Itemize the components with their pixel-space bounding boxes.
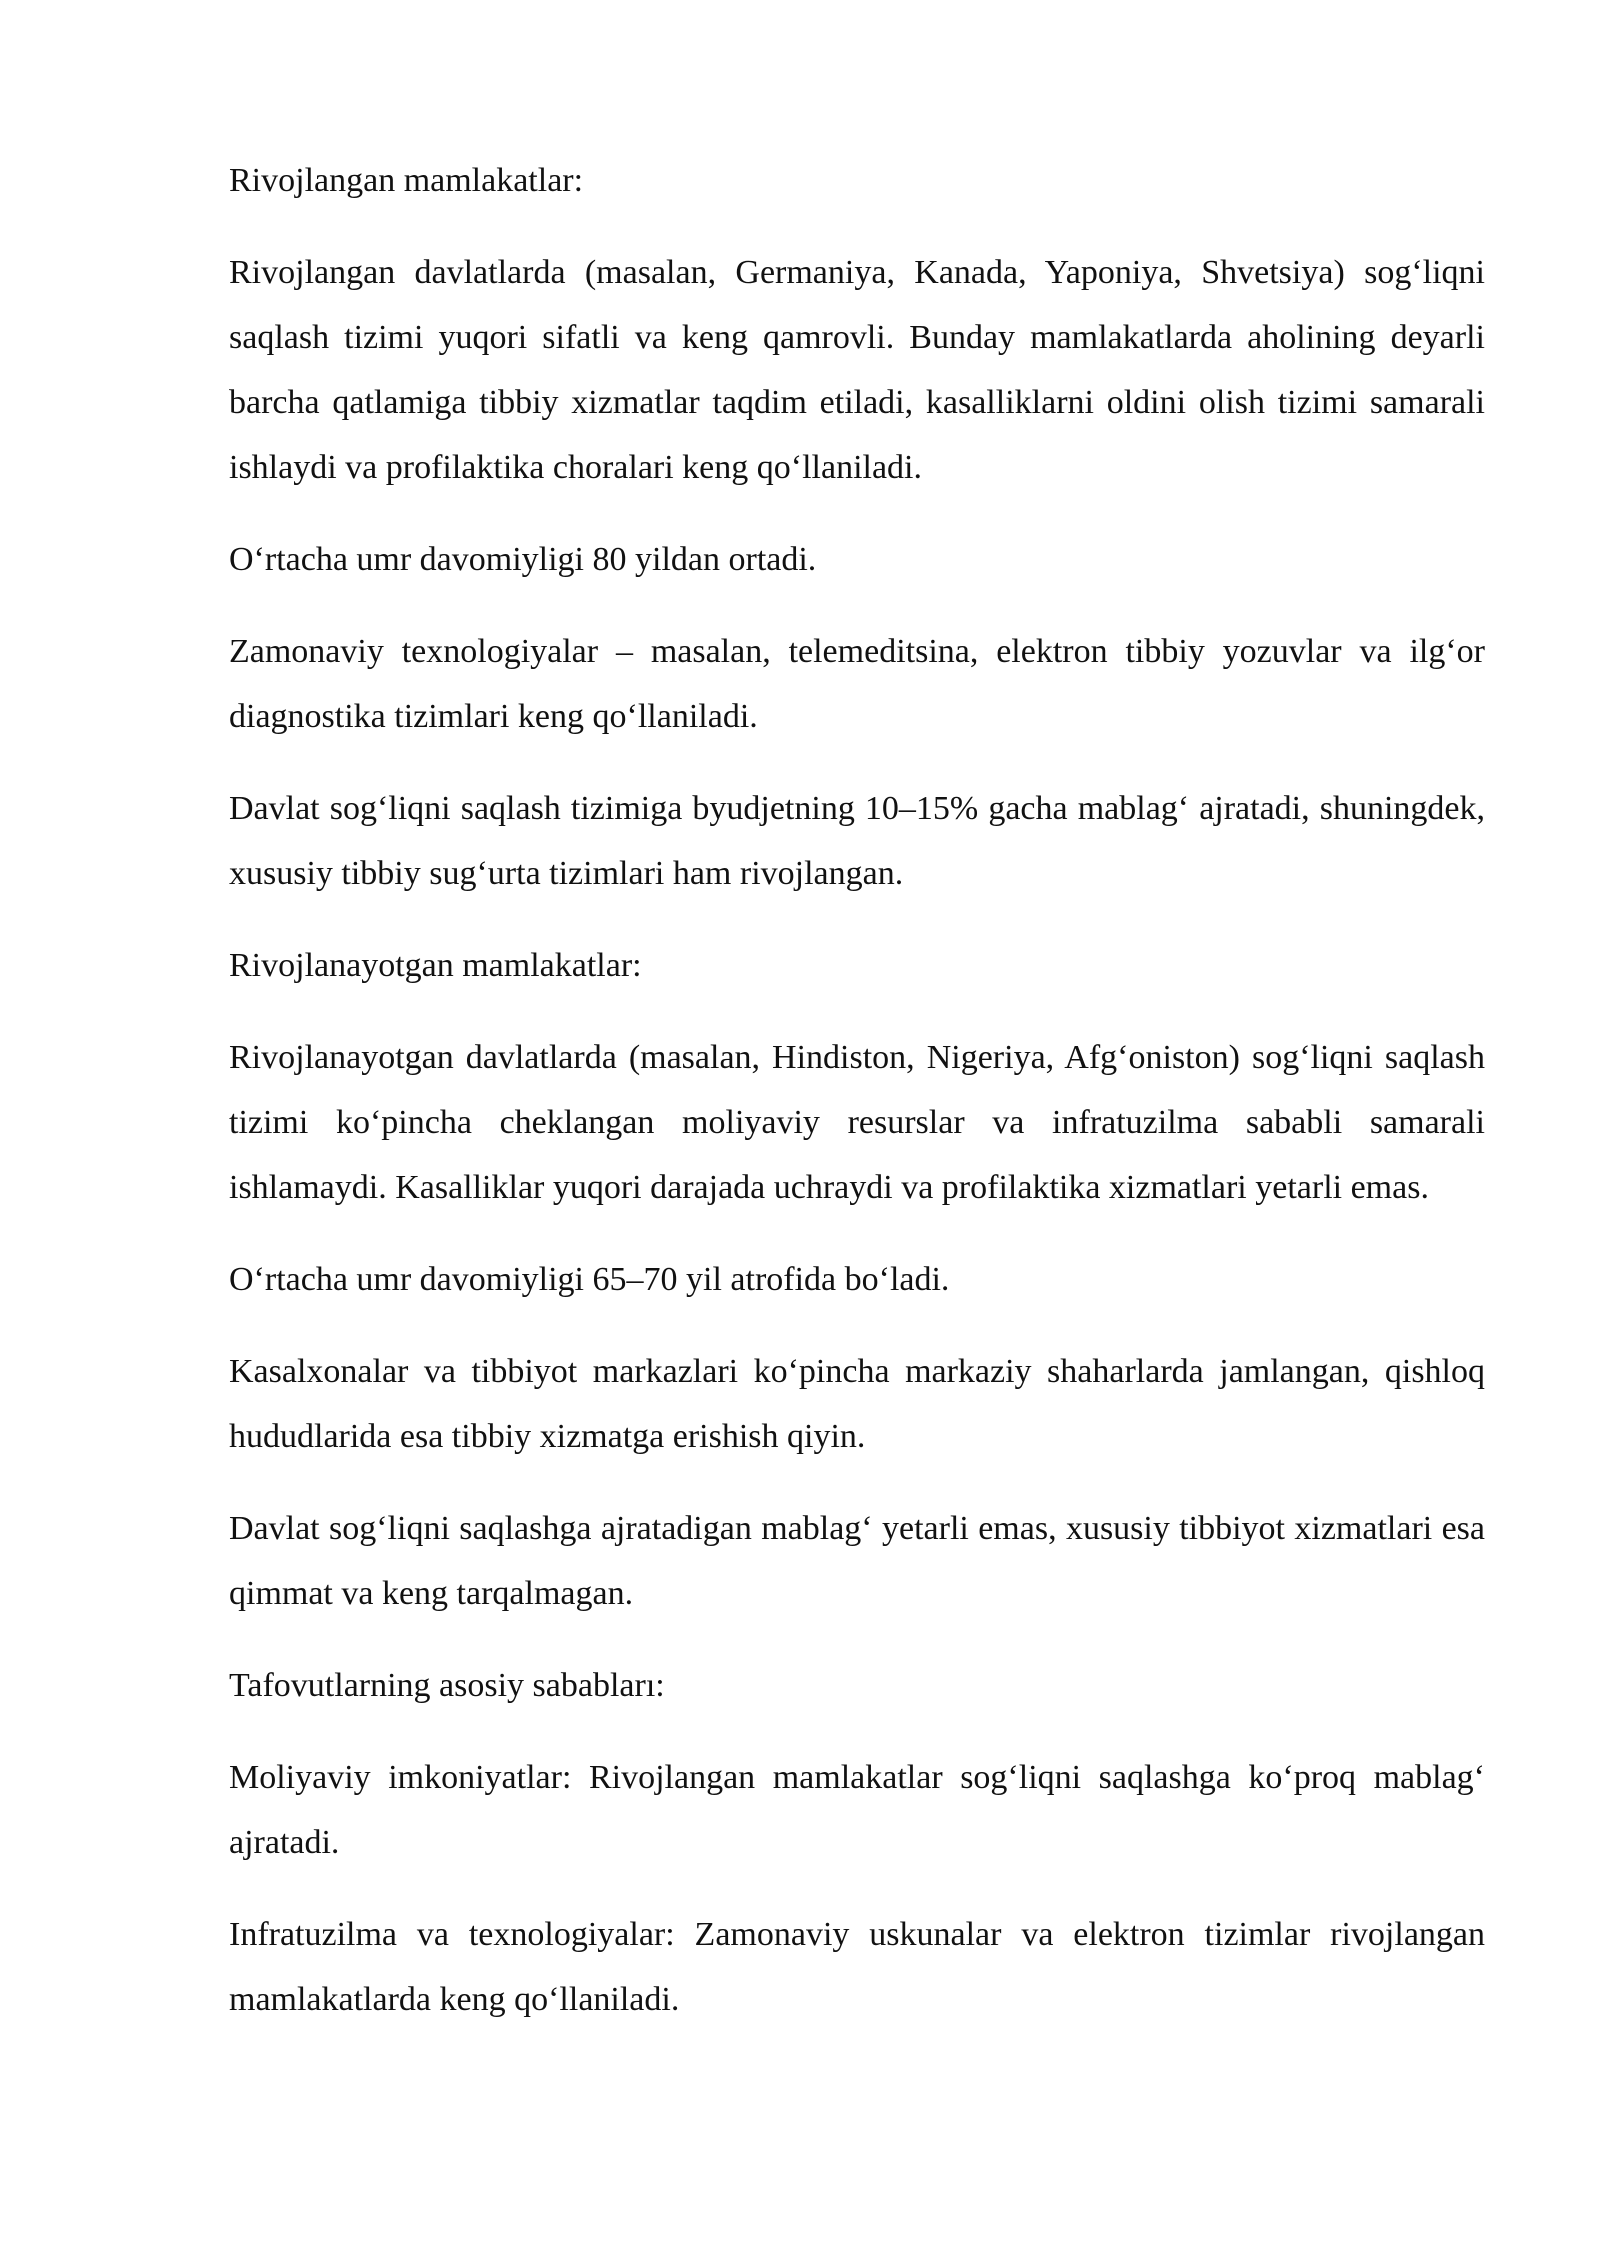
document-page: [229, 148, 1485, 2059]
paragraph-developed-technologies: Zamonaviy texnologiyalar – masalan, telemeditsina, elektron tibbiy yozuvlar va ilg‘or diagnostika tizimlari keng qo‘llaniladi.: [229, 633, 1485, 735]
paragraph-developed-overview: Rivojlangan davlatlarda (masalan, Germaniya, Kanada, Yaponiya, Shvetsiya) sog‘liqni saqlash tizimi yuqori sifatli va keng qamrovli. Bunday mamlakatlarda aholining deyarli barcha qatlamiga tibbiy xizmatlar taqdim etiladi, kasalliklarni oldini olish tizimi samarali ishlaydi va profilaktika choralari keng qo‘llaniladi.: [229, 254, 1485, 486]
section-heading-developed: Rivojlangan mamlakatlar:: [229, 162, 584, 199]
section-heading-developing: Rivojlanayotgan mamlakatlar:: [229, 947, 642, 984]
paragraph-developing-hospitals: Kasalxonalar va tibbiyot markazlari ko‘pincha markaziy shaharlarda jamlangan, qishloq hududlarida esa tibbiy xizmatga erishish qiyin.: [229, 1353, 1485, 1455]
paragraph-reason-infrastructure: Infratuzilma va texnologiyalar: Zamonaviy uskunalar va elektron tizimlar rivojlangan mamlakatlarda keng qo‘llaniladi.: [229, 1916, 1485, 2018]
paragraph-developing-overview: Rivojlanayotgan davlatlarda (masalan, Hindiston, Nigeriya, Afg‘oniston) sog‘liqni saqlash tizimi ko‘pincha cheklangan moliyaviy resurslar va infratuzilma sababli samarali ishlamaydi. Kasalliklar yuqori darajada uchraydi va profilaktika xizmatlari yetarli emas.: [229, 1039, 1485, 1206]
paragraph-developed-life-expectancy: O‘rtacha umr davomiyligi 80 yildan ortadi.: [229, 541, 817, 578]
paragraph-developing-life-expectancy: O‘rtacha umr davomiyligi 65–70 yil atrofida bo‘ladi.: [229, 1261, 950, 1298]
paragraph-developed-funding: Davlat sog‘liqni saqlash tizimiga byudjetning 10–15% gacha mablag‘ ajratadi, shuningdek, xususiy tibbiy sug‘urta tizimlari ham rivojlangan.: [229, 790, 1485, 892]
paragraph-reason-financial: Moliyaviy imkoniyatlar: Rivojlangan mamlakatlar sog‘liqni saqlashga ko‘proq mablag‘ ajratadi.: [229, 1759, 1485, 1861]
paragraph-developing-funding: Davlat sog‘liqni saqlashga ajratadigan mablag‘ yetarli emas, xususiy tibbiyot xizmatlari esa qimmat va keng tarqalmagan.: [229, 1510, 1485, 1612]
section-heading-reasons: Tafovutlarning asosiy sababları:: [229, 1667, 665, 1704]
